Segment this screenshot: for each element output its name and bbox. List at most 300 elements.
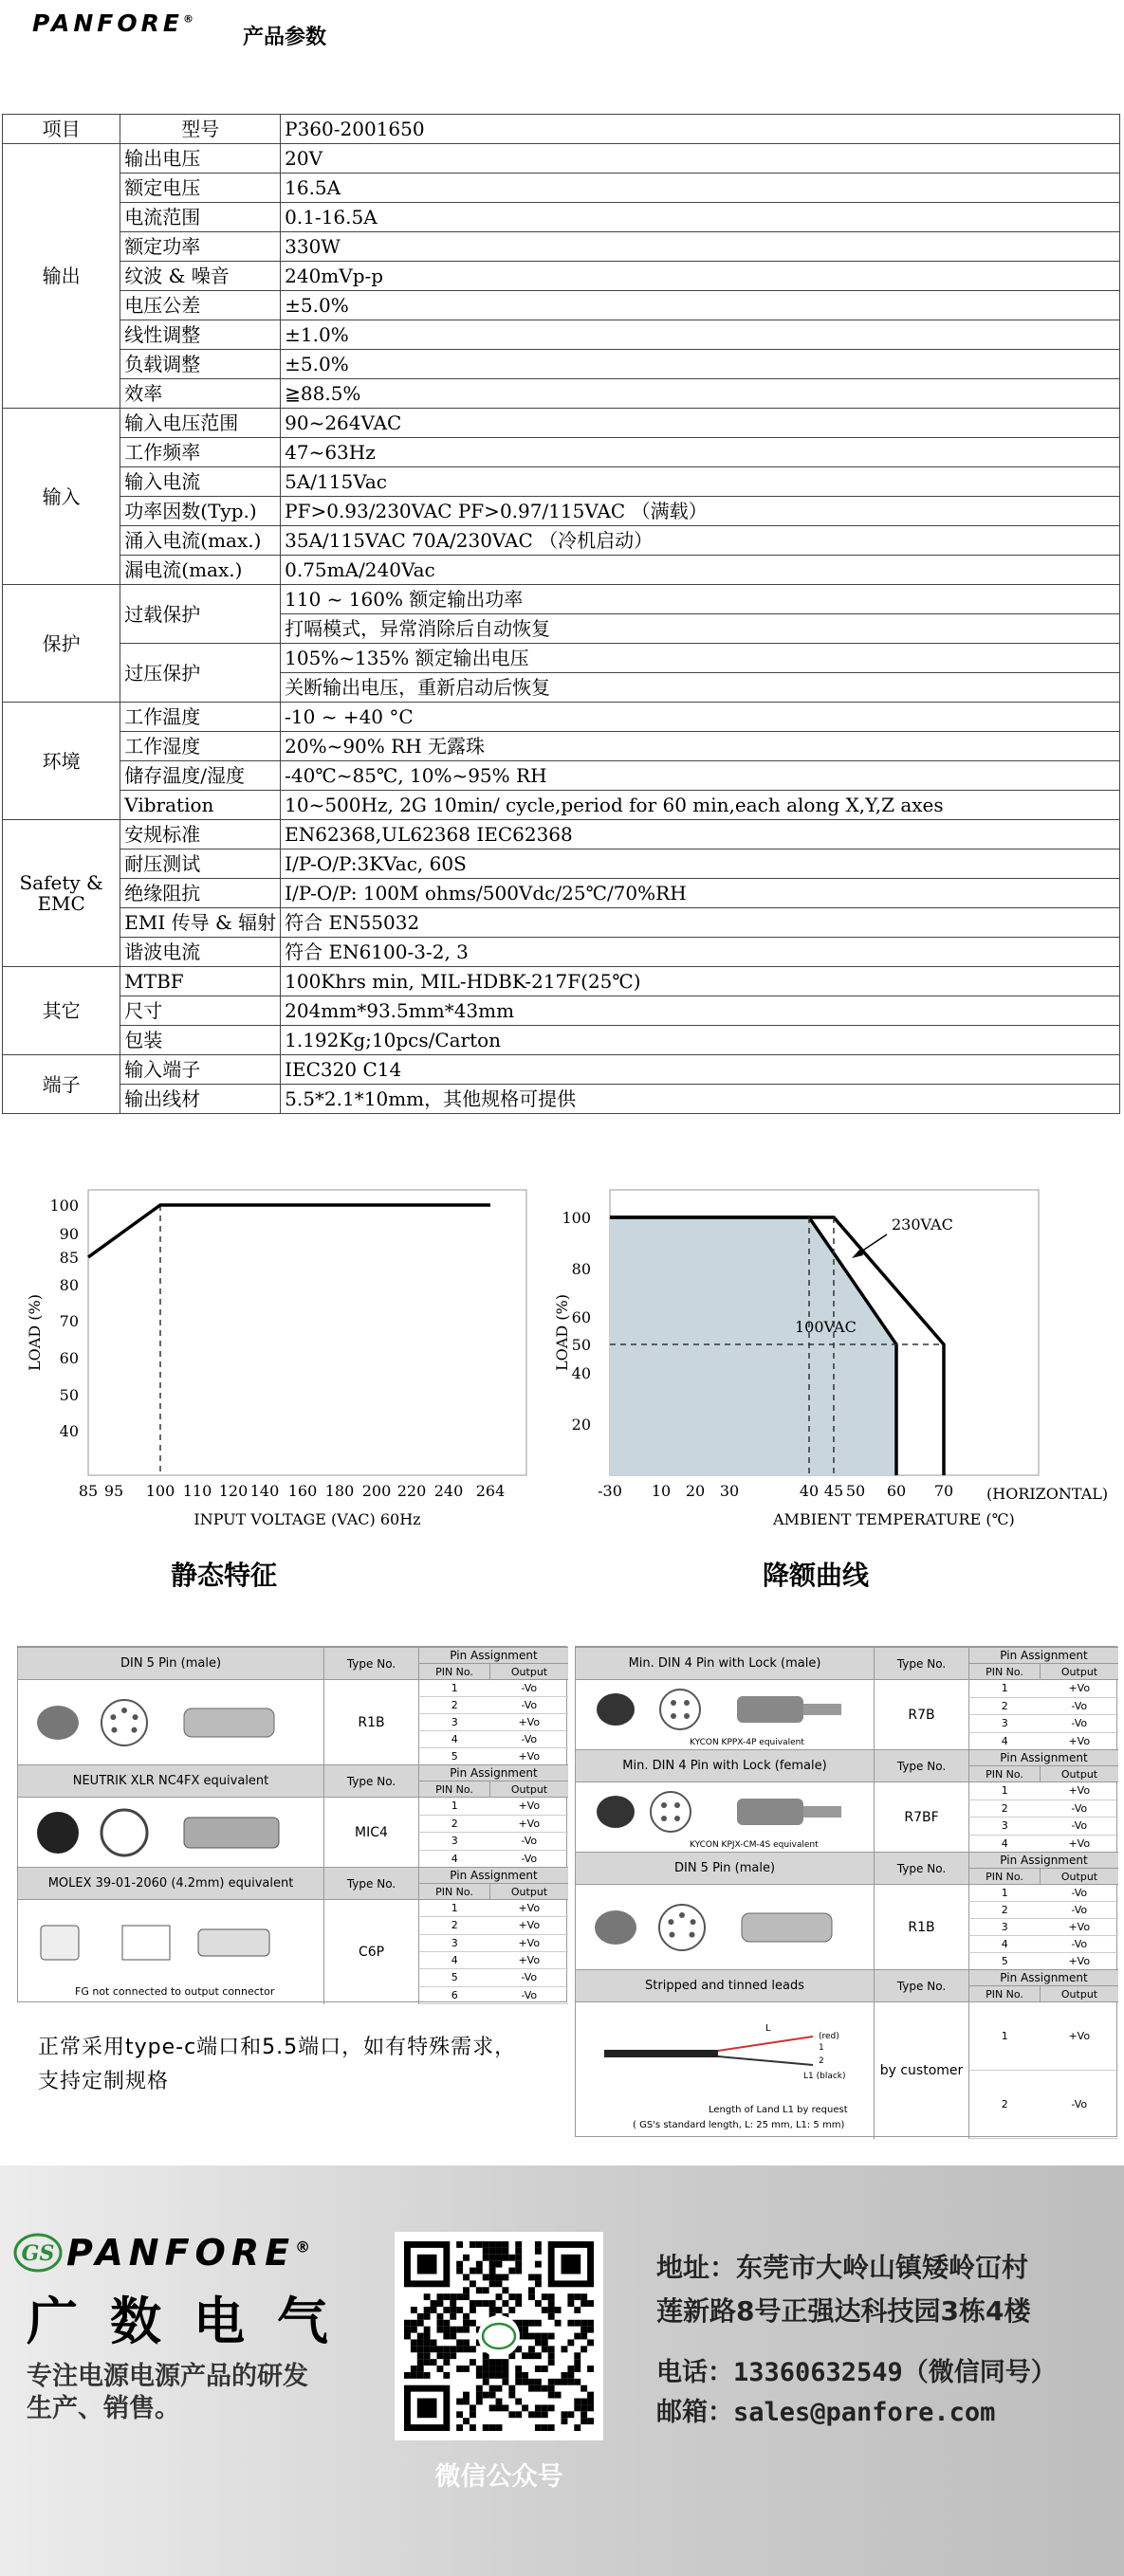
pin-output: +Vo: [518, 1954, 541, 1967]
qr-module: [443, 2352, 450, 2359]
pin-output: -Vo: [1071, 1819, 1088, 1833]
qr-module: [562, 2372, 568, 2379]
qr-module: [508, 2392, 515, 2399]
spec-row: [3, 262, 1120, 291]
output-header: Output: [1040, 1869, 1118, 1885]
qr-module: [417, 2313, 424, 2320]
qr-module: [580, 2327, 587, 2333]
qr-module: [567, 2372, 574, 2379]
y-tick-label: 50: [571, 1336, 591, 1354]
qr-module: [548, 2313, 555, 2320]
spec-item: 涌入电流(max.): [120, 526, 281, 556]
qr-module: [574, 2293, 580, 2300]
qr-module: [489, 2274, 496, 2280]
qr-module: [456, 2366, 463, 2372]
qr-module: [483, 2255, 489, 2261]
qr-module: [411, 2339, 417, 2346]
output-header: Output: [489, 1884, 568, 1900]
category-safety: Safety & EMC: [3, 820, 120, 967]
pin-number: 4: [451, 1852, 458, 1865]
type-number: C6P: [323, 1900, 418, 2004]
pin-row: [968, 1680, 1118, 1698]
plug-face-icon: [597, 1796, 635, 1828]
pin-number: 3: [451, 1936, 458, 1949]
qr-module: [508, 2255, 515, 2261]
spec-value: 符合 EN6100-3-2, 3: [281, 938, 1120, 967]
header-category: 项目: [3, 115, 120, 144]
qr-module: [535, 2366, 542, 2372]
qr-module: [587, 2366, 594, 2372]
qr-module: [489, 2280, 496, 2287]
output-header: Output: [489, 1664, 568, 1680]
pin-no-header: PIN No.: [968, 1766, 1040, 1782]
qr-module: [483, 2241, 489, 2248]
qr-module: [567, 2300, 574, 2307]
qr-module: [483, 2392, 489, 2399]
type-header: Type No.: [323, 1868, 418, 1900]
qr-module: [483, 2424, 489, 2431]
qr-module: [489, 2268, 496, 2275]
phone[interactable]: 电话：13360632549（微信同号）: [656, 2358, 1057, 2387]
spec-value: 5.5*2.1*10mm，其他规格可提供: [281, 1085, 1120, 1114]
qr-module: [424, 2333, 431, 2340]
pin-row: [418, 1987, 568, 2004]
qr-module: [436, 2300, 443, 2307]
spec-table: [2, 114, 1120, 1114]
qr-module: [574, 2352, 580, 2359]
spec-item: 输入端子: [120, 1055, 281, 1085]
qr-module: [489, 2307, 496, 2313]
spec-value: I/P-O/P:3KVac, 60S: [281, 850, 1120, 879]
pin-number: 3: [451, 1835, 458, 1848]
qr-module: [496, 2293, 503, 2300]
pin-dot: [668, 1919, 673, 1925]
pin-output: -Vo: [521, 1835, 538, 1848]
connector-panel-left: [17, 1646, 567, 2002]
pin-row: [968, 1919, 1118, 1936]
pin-layout-icon: [659, 1905, 705, 1950]
qr-module: [483, 2372, 489, 2379]
pin-row: [968, 1836, 1118, 1854]
xlr-face-icon: [37, 1812, 79, 1854]
spec-item: 过压保护: [120, 644, 281, 703]
qr-module: [424, 2352, 431, 2359]
qr-module: [476, 2287, 483, 2293]
qr-module: [587, 2327, 594, 2333]
qr-module: [574, 2333, 580, 2340]
lead-number-label: 1: [819, 2043, 824, 2053]
x-tick-label: 100: [145, 1482, 175, 1500]
qr-module: [548, 2307, 555, 2313]
output-header: Output: [1040, 1664, 1118, 1680]
qr-module: [404, 2333, 411, 2340]
series-label-230vac: 230VAC: [892, 1215, 953, 1233]
qr-module: [587, 2392, 594, 2399]
pin-dot: [661, 1802, 667, 1808]
pin-output: +Vo: [1068, 1836, 1091, 1850]
qr-module: [404, 2372, 411, 2379]
spec-item: 效率: [120, 379, 281, 409]
spec-row: [3, 820, 1120, 850]
pin-row: [968, 1733, 1118, 1751]
qr-module: [496, 2261, 503, 2268]
qr-module: [489, 2385, 496, 2392]
derating-curve-chart: [550, 1176, 1119, 1545]
qr-module: [580, 2300, 587, 2307]
pin-row: [968, 1902, 1118, 1919]
qr-module: [567, 2411, 574, 2418]
connector-illustration: [576, 1680, 874, 1750]
qr-module: [580, 2320, 587, 2327]
pin-row: [418, 1680, 568, 1697]
qr-module: [548, 2300, 555, 2307]
pin-row: [968, 2002, 1118, 2071]
pin-assignment-header: Pin Assignment: [968, 1750, 1118, 1766]
qr-module: [508, 2268, 515, 2275]
qr-module: [483, 2379, 489, 2385]
qr-module: [456, 2293, 463, 2300]
qr-module: [489, 2366, 496, 2372]
qr-module: [496, 2307, 503, 2313]
pin-row: [968, 2071, 1118, 2139]
x-tick-label: 95: [103, 1482, 124, 1500]
qr-module: [562, 2346, 568, 2352]
qr-module: [548, 2385, 555, 2392]
qr-module: [587, 2418, 594, 2424]
address-line: 莲新路8号正强达科技园3栋4楼: [656, 2295, 1031, 2327]
x-tick-label: 30: [719, 1482, 740, 1500]
qr-module: [470, 2404, 476, 2411]
qr-module: [496, 2385, 503, 2392]
spec-item: 绝缘阻抗: [120, 879, 281, 908]
qr-module: [456, 2399, 463, 2405]
cable-icon: [803, 1704, 841, 1715]
qr-module: [411, 2366, 417, 2372]
qr-module: [463, 2339, 470, 2346]
qr-module: [463, 2313, 470, 2320]
qr-module: [463, 2392, 470, 2399]
qr-module: [450, 2333, 456, 2340]
pin-number: 1: [1001, 1887, 1008, 1899]
spec-value: 1.192Kg;10pcs/Carton: [281, 1026, 1120, 1055]
plug-body-icon: [184, 1818, 279, 1848]
spec-value: ±5.0%: [281, 350, 1120, 379]
pin-number: 1: [1001, 2030, 1008, 2042]
spec-row: [3, 320, 1120, 350]
qr-module: [502, 2255, 508, 2261]
spec-item: 额定电压: [120, 174, 281, 203]
pin-row: [418, 1714, 568, 1731]
spec-item: 储存温度/湿度: [120, 761, 281, 791]
qr-module: [463, 2274, 470, 2280]
qr-module: [555, 2379, 562, 2385]
qr-module: [574, 2404, 580, 2411]
x-tick-label: 200: [361, 1482, 392, 1500]
qr-module: [567, 2320, 574, 2327]
spec-item: 工作温度: [120, 703, 281, 732]
qr-module: [424, 2346, 431, 2352]
pin-output: -Vo: [521, 1733, 538, 1745]
pin-row: [968, 1953, 1118, 1970]
qr-module: [463, 2418, 470, 2424]
qr-module: [580, 2333, 587, 2340]
qr-module: [450, 2307, 456, 2313]
qr-module: [436, 2320, 443, 2327]
qr-finder: [562, 2255, 581, 2275]
pin-no-header: PIN No.: [968, 1869, 1040, 1885]
qr-module: [489, 2424, 496, 2431]
pin-number: 2: [451, 1699, 458, 1711]
qr-module: [431, 2300, 437, 2307]
spec-row: [3, 850, 1120, 879]
pin-output: -Vo: [1071, 1938, 1088, 1950]
qr-module: [450, 2327, 456, 2333]
qr-module: [443, 2327, 450, 2333]
connector-illustration: [18, 1900, 323, 2004]
pin-number: 5: [451, 1971, 458, 1984]
spec-row: [3, 1085, 1120, 1114]
y-tick-label: 100: [49, 1197, 79, 1215]
qr-module: [496, 2280, 503, 2287]
qr-module: [489, 2392, 496, 2399]
qr-module: [535, 2280, 542, 2287]
spec-value: 16.5A: [281, 174, 1120, 203]
x-axis-label: AMBIENT TEMPERATURE (℃): [773, 1510, 1015, 1528]
qr-module: [548, 2404, 555, 2411]
spec-row: [3, 556, 1120, 585]
connector-note: ( GS's standard length, L: 25 mm, L1: 5 mm): [633, 2120, 845, 2130]
y-tick-label: 60: [59, 1349, 79, 1367]
connector-name: Stripped and tinned leads: [576, 1970, 874, 2002]
spec-item: 工作频率: [120, 438, 281, 467]
qr-module: [476, 2366, 483, 2372]
plug-face-icon: [37, 1706, 79, 1740]
qr-module: [443, 2359, 450, 2366]
pin-output: -Vo: [521, 1971, 538, 1984]
qr-module: [483, 2300, 489, 2307]
qr-module: [456, 2424, 463, 2431]
red-lead-label: (red): [819, 2032, 839, 2041]
category-input: 输入: [3, 409, 120, 585]
qr-module: [580, 2411, 587, 2418]
spec-value: -40℃~85℃, 10%~95% RH: [281, 761, 1120, 791]
pin-output: +Vo: [518, 1716, 541, 1728]
category-env: 环境: [3, 703, 120, 820]
qr-module: [443, 2372, 450, 2379]
qr-module: [431, 2307, 437, 2313]
spec-value: 0.75mA/240Vac: [281, 556, 1120, 585]
qr-finder: [417, 2255, 437, 2275]
qr-module: [450, 2313, 456, 2320]
plug-body-icon: [184, 1708, 274, 1737]
spec-value: 10~500Hz, 2G 10min/ cycle,period for 60 min,each along X,Y,Z axes: [281, 791, 1120, 820]
qr-module: [542, 2307, 548, 2313]
x-tick-label: -30: [598, 1482, 622, 1500]
pin-layout-icon: [101, 1700, 147, 1745]
qr-module: [580, 2293, 587, 2300]
pin-number: 4: [451, 1733, 458, 1745]
qr-module: [443, 2346, 450, 2352]
qr-module: [522, 2404, 528, 2411]
gs-logo-icon: [13, 2232, 63, 2274]
x-tick-label: 40: [799, 1482, 820, 1500]
spec-value: 20V: [281, 144, 1120, 174]
connector-block: [576, 1852, 1118, 1969]
qr-module: [436, 2346, 443, 2352]
pin-row: [418, 1748, 568, 1765]
company-name: 广数电气: [27, 2292, 360, 2351]
pin-dot: [669, 1932, 674, 1938]
pin-row: [968, 1715, 1118, 1733]
qr-module: [489, 2359, 496, 2366]
qr-module: [463, 2346, 470, 2352]
customization-note: [38, 2031, 516, 2099]
pin-assignment-header: Pin Assignment: [968, 1853, 1118, 1869]
spec-value: 打嗝模式，异常消除后自动恢复: [281, 614, 1120, 644]
qr-module: [567, 2379, 574, 2385]
pin-dot: [110, 1714, 116, 1720]
footer-brand: PANFORE®: [66, 2232, 317, 2274]
qr-module: [535, 2379, 542, 2385]
qr-module: [515, 2399, 522, 2405]
pin-no-header: PIN No.: [418, 1781, 489, 1798]
spec-item: 漏电流(max.): [120, 556, 281, 585]
x-tick-label: 110: [182, 1482, 212, 1500]
category-other: 其它: [3, 967, 120, 1055]
wechat-qr-code[interactable]: [395, 2232, 603, 2440]
qr-module: [411, 2307, 417, 2313]
qr-module: [411, 2320, 417, 2327]
qr-module: [443, 2293, 450, 2300]
qr-module: [587, 2404, 594, 2411]
pin-row: [418, 1798, 568, 1816]
slogan-line: 专注电源电源产品的研发: [27, 2362, 308, 2391]
pin-row: [968, 1818, 1118, 1836]
plug-body-icon: [737, 1696, 803, 1723]
connector-illustration: [18, 1798, 323, 1868]
qr-module: [522, 2379, 528, 2385]
x-tick-label: 180: [324, 1482, 355, 1500]
qr-finder: [417, 2399, 437, 2419]
pin-row: [418, 1833, 568, 1851]
qr-module: [417, 2339, 424, 2346]
qr-module: [528, 2333, 535, 2340]
pin-dot: [679, 1912, 685, 1918]
spec-value: I/P-O/P: 100M ohms/500Vdc/25℃/70%RH: [281, 879, 1120, 908]
email[interactable]: 邮箱：sales@panfore.com: [656, 2398, 996, 2427]
connector-name: Min. DIN 4 Pin with Lock (male): [576, 1648, 874, 1680]
spec-row: [3, 585, 1120, 614]
qr-module: [456, 2411, 463, 2418]
pin-row: [418, 1917, 568, 1934]
pin-output: +Vo: [518, 1800, 541, 1813]
qr-module: [535, 2424, 542, 2431]
page-title: 产品参数: [243, 26, 327, 49]
spec-row: [3, 996, 1120, 1026]
qr-module: [580, 2399, 587, 2405]
pin-dot: [133, 1714, 138, 1720]
x-tick-label: 140: [249, 1482, 280, 1500]
qr-module: [528, 2320, 535, 2327]
pin-dot: [691, 1919, 696, 1925]
qr-module: [528, 2352, 535, 2359]
plug-body-icon: [742, 1913, 832, 1942]
qr-module: [567, 2293, 574, 2300]
qr-module: [522, 2320, 528, 2327]
pin-number: 1: [451, 1902, 458, 1915]
pin-output: +Vo: [518, 1817, 541, 1830]
spec-value: IEC320 C14: [281, 1055, 1120, 1085]
qr-module: [476, 2385, 483, 2392]
pin-output: -Vo: [1071, 1904, 1088, 1916]
spec-value: 204mm*93.5mm*43mm: [281, 996, 1120, 1026]
qr-module: [470, 2241, 476, 2248]
spec-value: EN62368,UL62368 IEC62368: [281, 820, 1120, 850]
pin-output: -Vo: [521, 1682, 538, 1694]
qr-module: [574, 2359, 580, 2366]
spec-item: 电流范围: [120, 203, 281, 232]
pin-no-header: PIN No.: [418, 1664, 489, 1680]
pin-number: 2: [451, 1817, 458, 1830]
x-tick-label: 240: [433, 1482, 464, 1500]
plug-body-icon: [737, 1799, 803, 1825]
qr-module: [548, 2424, 555, 2431]
qr-module: [555, 2307, 562, 2313]
pin-number: 1: [1001, 1682, 1008, 1695]
spec-item: 过载保护: [120, 585, 281, 644]
qr-module: [483, 2274, 489, 2280]
spec-value: -10 ~ +40 °C: [281, 703, 1120, 732]
pin-number: 2: [1001, 2098, 1008, 2110]
spec-value: 20%~90% RH 无露珠: [281, 732, 1120, 761]
qr-module: [580, 2404, 587, 2411]
slogan-line: 生产、销售。: [27, 2394, 180, 2423]
qr-module: [567, 2366, 574, 2372]
spec-row: [3, 908, 1120, 938]
output-header: Output: [1040, 1986, 1118, 2002]
qr-module: [424, 2307, 431, 2313]
qr-module: [417, 2333, 424, 2340]
qr-module: [574, 2366, 580, 2372]
qr-module: [502, 2248, 508, 2255]
plug-body-icon: [198, 1929, 269, 1956]
qr-module: [515, 2255, 522, 2261]
qr-module: [515, 2293, 522, 2300]
pin-output: +Vo: [1068, 1784, 1091, 1798]
x-axis-note: (HORIZONTAL): [986, 1485, 1109, 1503]
company-slogan: [27, 2361, 387, 2425]
spec-row: [3, 1055, 1120, 1085]
pin-number: 1: [451, 1800, 458, 1813]
pin-number: 4: [451, 1954, 458, 1967]
pin-row: [418, 1952, 568, 1969]
qr-module: [436, 2327, 443, 2333]
pin-layout-icon: [651, 1792, 691, 1832]
qr-module: [496, 2399, 503, 2405]
category-protect: 保护: [3, 585, 120, 703]
qr-module: [542, 2424, 548, 2431]
connector-note: FG not connected to output connector: [75, 1985, 275, 1998]
cable-icon: [803, 1806, 841, 1818]
qr-module: [528, 2411, 535, 2418]
qr-module: [456, 2307, 463, 2313]
type-header: Type No.: [323, 1765, 418, 1798]
spec-item: 纹波 & 噪音: [120, 262, 281, 291]
pin-assignment-header: Pin Assignment: [418, 1648, 568, 1664]
qr-module: [535, 2352, 542, 2359]
qr-module: [470, 2280, 476, 2287]
pin-row: [418, 1935, 568, 1952]
